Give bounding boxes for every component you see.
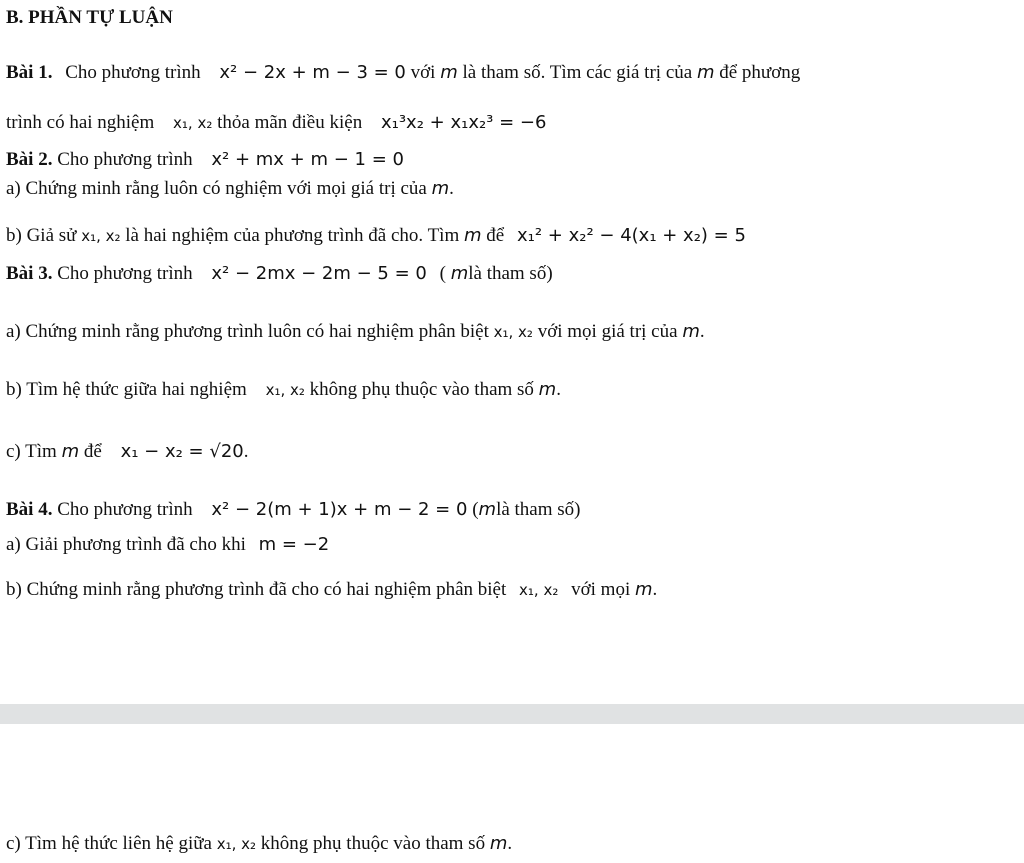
bai3-b-end: . — [556, 379, 561, 400]
bai1-param-m-2: m — [696, 62, 715, 83]
bai1-label: Bài 1. — [6, 62, 53, 83]
bai3-part-b — [6, 378, 561, 402]
bai1-text-with: với — [410, 62, 436, 83]
bai4-b-text2: với mọi — [571, 579, 631, 600]
bai1-roots: x₁, x₂ — [173, 114, 213, 132]
bai2-label: Bài 2. — [6, 149, 53, 170]
bai3-part-c — [6, 440, 249, 464]
bai2-a-text: a) Chứng minh rằng luôn có nghiệm với mọi giá trị của — [6, 178, 427, 199]
bai3-b-text: b) Tìm hệ thức giữa hai nghiệm — [6, 379, 247, 400]
bai3-param-m: m — [450, 263, 469, 284]
bai4-intro-text: Cho phương trình — [57, 499, 193, 520]
bai2-a-end: . — [449, 178, 454, 199]
bai2-intro-text: Cho phương trình — [57, 149, 193, 170]
bai1-roots-text: trình có hai nghiệm — [6, 112, 155, 133]
bai2-b-param-m: m — [463, 225, 482, 246]
bai4-b-param-m: m — [635, 579, 653, 600]
bai4-part-b — [6, 578, 657, 602]
bai1-text-param: là tham số. Tìm các giá trị của — [462, 62, 693, 83]
bai4-paren-open: ( — [472, 499, 479, 520]
bai4-part-a — [6, 533, 329, 557]
bai4-line1 — [6, 498, 581, 522]
bai4-b-end: . — [652, 579, 658, 600]
bai3-b-text2: không phụ thuộc vào tham số — [309, 379, 534, 400]
bai1-equation: x² − 2x + m − 3 = 0 — [219, 62, 406, 83]
bai3-equation: x² − 2mx − 2m − 5 = 0 — [211, 263, 427, 284]
bai3-c-text2: để — [83, 441, 102, 462]
bai1-line1 — [6, 61, 800, 85]
bai3-c-equation: x₁ − x₂ = √20 — [120, 441, 244, 462]
bai3-a-text2: với mọi giá trị của — [537, 321, 678, 342]
bai4-param-m: m — [478, 499, 497, 520]
bai4-c-roots: x₁, x₂ — [216, 835, 257, 853]
bai1-condition-text: thỏa mãn điều kiện — [217, 112, 363, 133]
section-title: B. PHẦN TỰ LUẬN — [6, 7, 173, 28]
bai4-a-text: a) Giải phương trình đã cho khi — [6, 534, 246, 555]
bai1-param-m: m — [440, 62, 458, 83]
bai2-b-equation: x₁² + x₂² − 4(x₁ + x₂) = 5 — [516, 225, 746, 246]
bai4-equation: x² − 2(m + 1)x + m − 2 = 0 — [211, 499, 468, 520]
bai4-c-end: . — [507, 833, 513, 854]
bai4-a-equation: m = −2 — [258, 534, 330, 555]
bai1-text-end: để phương — [719, 62, 801, 83]
bai4-param-text: là tham số) — [496, 499, 581, 520]
bai2-b-text2: là hai nghiệm của phương trình đã cho. Tìm — [125, 225, 460, 246]
bai2-b-text: b) Giả sử — [6, 225, 77, 246]
bai3-b-param-m: m — [538, 379, 557, 400]
bai3-c-end: . — [243, 441, 249, 462]
bai1-intro-text: Cho phương trình — [65, 62, 201, 83]
page-divider — [0, 704, 1024, 724]
bai1-line2 — [6, 111, 546, 135]
bai3-b-roots: x₁, x₂ — [265, 381, 305, 399]
bai3-c-text: c) Tìm — [6, 441, 57, 462]
bai2-equation: x² + mx + m − 1 = 0 — [211, 149, 404, 170]
bai4-label: Bài 4. — [6, 499, 53, 520]
bai4-c-text2: không phụ thuộc vào tham số — [260, 833, 486, 854]
bai3-paren-open: ( — [439, 263, 446, 284]
bai3-a-roots: x₁, x₂ — [493, 323, 533, 341]
bai3-a-param-m: m — [682, 321, 700, 342]
bai4-c-param-m: m — [489, 833, 508, 854]
bai2-part-a — [6, 177, 454, 201]
bai3-param-text: là tham số) — [468, 263, 553, 284]
bai4-b-text: b) Chứng minh rằng phương trình đã cho có hai nghiệm phân biệt — [6, 579, 507, 600]
bai2-b-text3: để — [486, 225, 505, 246]
bai4-b-roots: x₁, x₂ — [519, 581, 559, 599]
bai4-part-c — [6, 832, 512, 856]
bai2-part-b — [6, 224, 746, 248]
bai4-c-text: c) Tìm hệ thức liên hệ giữa — [6, 833, 212, 854]
bai3-c-param-m: m — [61, 441, 80, 462]
bai3-intro-text: Cho phương trình — [57, 263, 193, 284]
bai2-a-param-m: m — [431, 178, 450, 199]
bai2-line1 — [6, 148, 404, 172]
bai3-part-a — [6, 320, 705, 344]
bai3-line1 — [6, 262, 553, 286]
bai3-a-text: a) Chứng minh rằng phương trình luôn có hai nghiệm phân biệt — [6, 321, 489, 342]
bai1-condition: x₁³x₂ + x₁x₂³ = −6 — [380, 112, 547, 133]
bai3-label: Bài 3. — [6, 263, 53, 284]
bai3-a-end: . — [699, 321, 705, 342]
bai2-b-roots: x₁, x₂ — [81, 227, 121, 245]
